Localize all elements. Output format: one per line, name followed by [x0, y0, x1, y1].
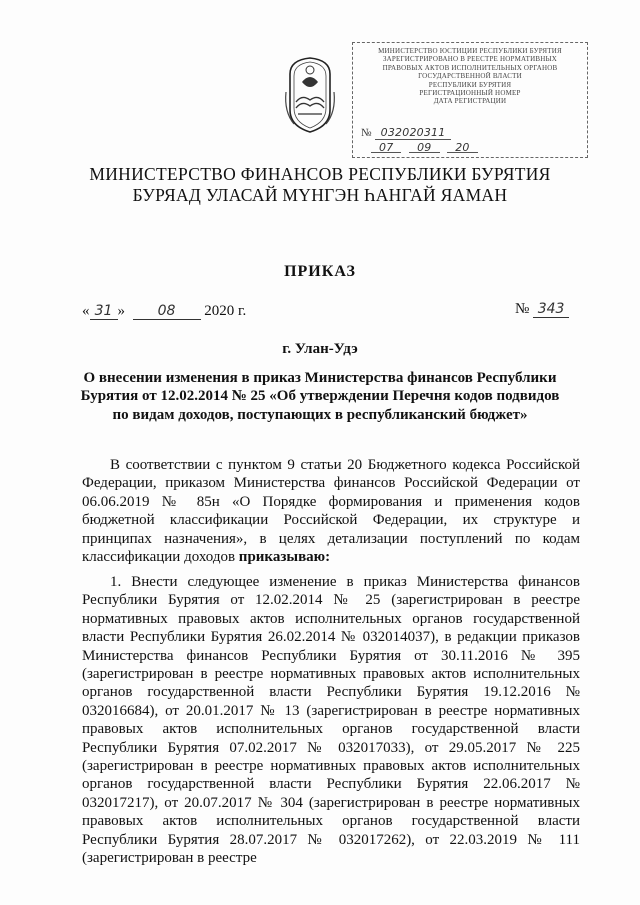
- stamp-line: РЕСПУБЛИКИ БУРЯТИЯ: [428, 80, 512, 89]
- order-title: О внесении изменения в приказ Министерства финансов Республики Бурятия от 12.02.2014 № 25 «Об утверждении Перечня кодов подвидов по видам доходов, поступающих в республиканский бюджет»: [80, 370, 560, 423]
- item-1-paragraph: [82, 573, 580, 868]
- stamp-date-year: 20: [447, 144, 477, 153]
- date-close-quote: »: [117, 303, 125, 319]
- stamp-line: ДАТА РЕГИСТРАЦИИ: [433, 97, 507, 106]
- ministry-name-buryat: БУРЯАД УЛАСАЙ МҮНГЭН ҺАНГАЙ ЯАМАН: [132, 185, 508, 205]
- date-day: 31: [90, 303, 118, 320]
- stamp-reg-number-value: 032020311: [375, 126, 452, 140]
- date-open-quote: «: [82, 303, 90, 319]
- stamp-registration-number: [361, 126, 451, 139]
- coat-of-arms-emblem: [280, 52, 340, 136]
- order-number: [515, 301, 569, 318]
- number-value: 343: [533, 301, 569, 318]
- stamp-registration-date: [371, 141, 482, 154]
- registration-stamp: [352, 42, 588, 158]
- city-name: г. Улан-Удэ: [282, 341, 358, 357]
- stamp-line: ГОСУДАРСТВЕННОЙ ВЛАСТИ: [418, 72, 522, 81]
- preamble-paragraph: [82, 456, 580, 566]
- date-month: 08: [133, 303, 201, 320]
- preamble-text: В соответствии с пунктом 9 статьи 20 Бюджетного кодекса Российской Федерации, приказом Министерства финансов Российской Федерации от 06.06.2019 № 85н «О Порядке формирования и применения кодов бюджетной классификации Российской Федерации, их структуре и принципах назначения», в целях детализации поступлений по кодам классификации доходов: [82, 457, 580, 566]
- stamp-line: МИНИСТЕРСТВО ЮСТИЦИИ РЕСПУБЛИКИ БУРЯТИЯ: [378, 47, 562, 55]
- order-date: [82, 303, 246, 320]
- ministry-name-russian: МИНИСТЕРСТВО ФИНАНСОВ РЕСПУБЛИКИ БУРЯТИЯ: [89, 164, 551, 184]
- date-year: 2020 г.: [204, 303, 247, 319]
- document-type-heading: ПРИКАЗ: [284, 263, 356, 280]
- stamp-line: ЗАРЕГИСТРИРОВАНО В РЕЕСТРЕ НОРМАТИВНЫХ: [382, 55, 558, 64]
- stamp-date-day: 07: [371, 144, 401, 153]
- stamp-reg-prefix: №: [361, 127, 372, 139]
- stamp-line: РЕГИСТРАЦИОННЫЙ НОМЕР: [419, 89, 521, 98]
- order-command: приказываю:: [238, 549, 331, 566]
- number-prefix: №: [515, 301, 530, 317]
- stamp-line: ПРАВОВЫХ АКТОВ ИСПОЛНИТЕЛЬНЫХ ОРГАНОВ: [382, 63, 558, 72]
- item-1-text: 1. Внести следующее изменение в приказ Министерства финансов Республики Бурятия от 12.02.2014 № 25 (зарегистрирован в реестре нормативных правовых актов исполнительных органов государственной власти Республики Бурятия 26.02.2014 № 032014037), в редакции приказов Министерства финансов Республики Бурятия от 30.11.2016 № 395 (зарегистрирован в реестре нормативных правовых актов исполнительных органов государственной власти Республики Бурятия 19.12.2016 № 032016684), от 20.01.2017 № 13 (зарегистрирован в реестре нормативных правовых актов исполнительных органов государственной власти Республики Бурятия 07.02.2017 № 032017033), от 29.05.2017 № 225 (зарегистрирован в реестре нормативных правовых актов исполнительных органов государственной власти Республики Бурятия 22.06.2017 № 032017217), от 20.07.2017 № 304 (зарегистрирован в реестре нормативных правовых актов исполнительных органов государственной власти Республики Бурятия 28.07.2017 № 032017262), от 22.03.2019 № 111 (зарегистрирован в реестре: [82, 574, 580, 867]
- stamp-date-month: 09: [409, 144, 439, 153]
